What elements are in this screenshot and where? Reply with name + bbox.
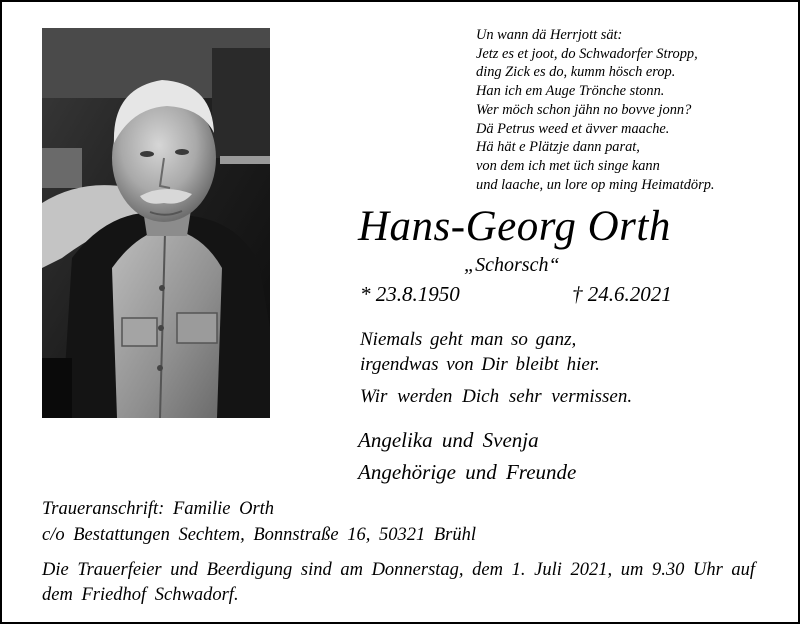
- birth-date: * 23.8.1950: [360, 282, 460, 306]
- address-line: Traueranschrift: Familie Orth: [42, 499, 275, 519]
- quote-line: Niemals geht man so ganz,: [360, 329, 577, 350]
- poem-line: Wer möch schon jähn no bovve jonn?: [476, 101, 692, 118]
- portrait-photo: [42, 28, 270, 418]
- poem-line: Dä Petrus weed et ävver maache.: [476, 120, 670, 137]
- mourners-line: Angehörige und Freunde: [358, 460, 577, 484]
- deceased-nickname: „Schorsch“: [464, 254, 560, 276]
- death-date: † 24.6.2021: [572, 282, 672, 306]
- address-line: c/o Bestattungen Sechtem, Bonnstraße 16, 50321 Brühl: [42, 525, 477, 545]
- deceased-name: Hans-Georg Orth: [358, 203, 671, 250]
- mourners-line: Angelika und Svenja: [358, 428, 539, 452]
- poem-line: von dem ich met üch singe kann: [476, 157, 660, 174]
- poem-line: Jetz es et joot, do Schwadorfer Stropp,: [476, 45, 698, 62]
- poem-line: ding Zick es do, kumm hösch erop.: [476, 64, 676, 81]
- poem-line: Hä hät e Plätzje dann parat,: [476, 139, 640, 156]
- funeral-service-info: Die Trauerfeier und Beerdigung sind am Donnerstag, dem 1. Juli 2021, um 9.30 Uhr auf dem Friedhof Schwadorf.: [42, 560, 756, 605]
- mourning-address: [42, 496, 476, 548]
- dialect-poem: [476, 26, 796, 194]
- closing-sentence: Wir werden Dich sehr vermissen.: [360, 386, 633, 407]
- memorial-quote: [360, 328, 600, 377]
- mourners: [358, 424, 576, 488]
- poem-line: und laache, un lore op ming Heimatdörp.: [476, 176, 715, 193]
- poem-line: Han ich em Auge Trönche stonn.: [476, 83, 665, 100]
- quote-line: irgendwas von Dir bleibt hier.: [360, 353, 600, 375]
- poem-line: Un wann dä Herrjott sät:: [476, 27, 623, 43]
